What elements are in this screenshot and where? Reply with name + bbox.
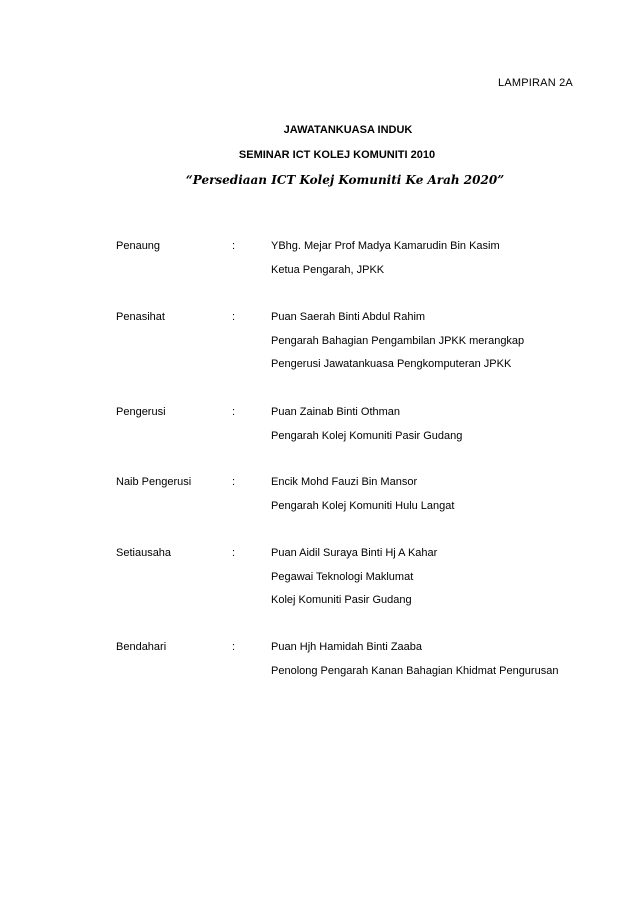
member-line: Penolong Pengarah Kanan Bahagian Khidmat Pengurusan xyxy=(271,664,559,677)
member-role: Penasihat xyxy=(116,311,165,323)
committee-member-list xyxy=(116,240,596,689)
member-line: Puan Aidil Suraya Binti Hj A Kahar xyxy=(271,547,438,559)
member-row-pengerusi xyxy=(116,406,596,476)
member-line: Pengarah Bahagian Pengambilan JPKK merangkap xyxy=(271,334,525,347)
member-row-bendahari xyxy=(116,641,596,689)
member-colon: : xyxy=(232,406,236,418)
member-line: Pengarah Kolej Komuniti Hulu Langat xyxy=(271,499,455,512)
seminar-theme: “Persediaan ICT Kolej Komuniti Ke Arah 2020” xyxy=(185,173,505,187)
member-row-naib-pengerusi xyxy=(116,476,596,547)
member-row-setiausaha xyxy=(116,547,596,641)
member-line: Puan Zainab Binti Othman xyxy=(271,406,401,418)
member-role: Setiausaha xyxy=(116,547,172,559)
member-role: Penaung xyxy=(116,240,161,252)
member-colon: : xyxy=(232,311,236,323)
member-line: Kolej Komuniti Pasir Gudang xyxy=(271,594,412,606)
annex-label: LAMPIRAN 2A xyxy=(498,77,573,89)
member-colon: : xyxy=(232,641,236,653)
member-role: Naib Pengerusi xyxy=(116,476,192,488)
member-row-penaung xyxy=(116,240,596,311)
committee-title: JAWATANKUASA INDUK xyxy=(283,124,413,136)
member-line: Pengarah Kolej Komuniti Pasir Gudang xyxy=(271,429,463,442)
member-colon: : xyxy=(232,547,236,559)
member-line: YBhg. Mejar Prof Madya Kamarudin Bin Kasim xyxy=(271,240,500,252)
member-colon: : xyxy=(232,476,236,488)
member-line: Encik Mohd Fauzi Bin Mansor xyxy=(271,476,418,488)
member-role: Pengerusi xyxy=(116,406,166,418)
member-role: Bendahari xyxy=(116,641,167,653)
member-row-penasihat xyxy=(116,311,596,406)
member-colon: : xyxy=(232,240,236,252)
member-line: Pegawai Teknologi Maklumat xyxy=(271,570,414,583)
member-line: Puan Saerah Binti Abdul Rahim xyxy=(271,311,426,323)
member-line: Puan Hjh Hamidah Binti Zaaba xyxy=(271,641,423,653)
member-line: Ketua Pengarah, JPKK xyxy=(271,263,385,276)
member-line: Pengerusi Jawatankuasa Pengkomputeran JPKK xyxy=(271,358,512,370)
seminar-title: SEMINAR ICT KOLEJ KOMUNITI 2010 xyxy=(238,149,436,161)
